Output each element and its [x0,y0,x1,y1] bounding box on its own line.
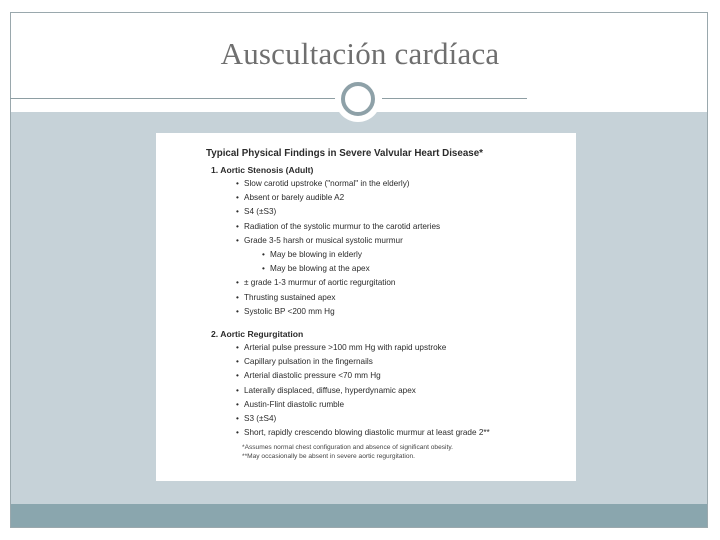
finding-text: Laterally displaced, diffuse, hyperdynamic apex [244,385,416,395]
bullet-icon: • [236,207,239,217]
footnote: *Assumes normal chest configuration and absence of significant obesity. [242,444,453,452]
finding-item [236,276,566,290]
finding-item [236,305,566,319]
bullet-icon: • [236,414,239,424]
finding-subitem [262,248,566,262]
bullet-icon: • [236,428,239,438]
finding-text: S3 (±S4) [244,414,277,424]
bullet-icon: • [236,179,239,188]
title-divider-right [382,98,527,99]
finding-item [236,355,566,369]
footnote: **May occasionally be absent in severe aortic regurgitation. [242,453,415,461]
finding-item [236,398,566,412]
bullet-icon: • [236,399,239,409]
finding-text: Thrusting sustained apex [244,292,336,302]
bullet-icon: • [262,250,265,260]
finding-item [236,191,566,205]
bullet-icon: • [236,278,239,288]
finding-text: Capillary pulsation in the fingernails [244,357,373,367]
finding-text: May be blowing at the apex [270,264,370,274]
table-title: Typical Physical Findings in Severe Valvular Heart Disease* [206,148,483,159]
finding-item [236,291,566,305]
finding-item [236,426,566,440]
footnotes [206,443,566,461]
finding-text: Systolic BP <200 mm Hg [244,306,335,316]
bullet-icon: • [236,193,239,203]
finding-text: Arterial pulse pressure >100 mm Hg with rapid upstroke [244,343,447,353]
findings-table-image [156,133,576,481]
finding-text: Slow carotid upstroke ("normal" in the elderly) [244,179,410,188]
finding-text: Arterial diastolic pressure <70 mm Hg [244,371,381,381]
finding-text: Absent or barely audible A2 [244,193,345,203]
finding-text: Radiation of the systolic murmur to the carotid arteries [244,221,441,231]
bullet-icon: • [236,343,239,353]
finding-item [236,412,566,426]
finding-item [236,384,566,398]
finding-text: May be blowing in elderly [270,250,362,260]
finding-text: ± grade 1-3 murmur of aortic regurgitation [244,278,396,288]
bullet-icon: • [236,357,239,367]
finding-text: Grade 3-5 harsh or musical systolic murmur [244,235,403,245]
title-divider-left [10,98,340,99]
finding-subitem [262,262,566,276]
bullet-icon: • [236,371,239,381]
findings-sections [206,165,566,440]
footer-band [11,504,707,527]
bullet-icon: • [262,264,265,274]
finding-item [236,220,566,234]
bullet-icon: • [236,306,239,316]
bullet-icon: • [236,292,239,302]
circle-ornament-icon [335,76,381,122]
finding-item [236,341,566,355]
finding-item [236,234,566,248]
finding-text: Austin-Flint diastolic rumble [244,399,345,409]
finding-item [236,205,566,219]
section-heading: 2. Aortic Regurgitation [211,329,304,340]
section-heading: 1. Aortic Stenosis (Adult) [211,165,314,175]
bullet-icon: • [236,385,239,395]
slide-title: Auscultación cardíaca [220,36,500,71]
finding-text: Short, rapidly crescendo blowing diastolic murmur at least grade 2** [244,428,490,438]
bullet-icon: • [236,235,239,245]
bullet-icon: • [236,221,239,231]
finding-item [236,369,566,383]
finding-text: S4 (±S3) [244,207,277,217]
finding-item [236,177,566,191]
